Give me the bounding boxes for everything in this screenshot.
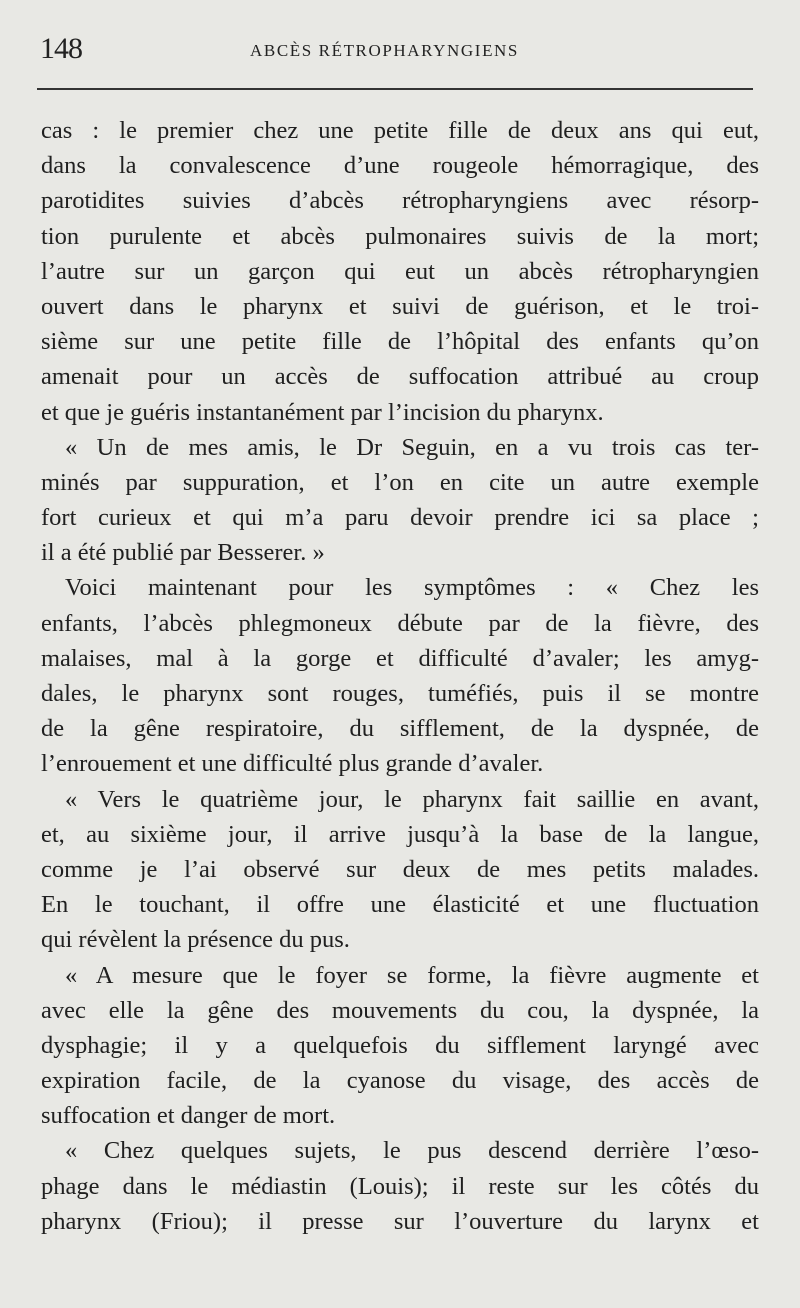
text-line: il a été publié par Besserer. » (41, 539, 325, 567)
body-text (41, 113, 759, 1239)
text-line: enfants, l’abcès phlegmoneux débute par de la fièvre, des (41, 609, 759, 637)
text-line: sième sur une petite fille de l’hôpital des enfants qu’on (41, 328, 759, 356)
running-title: ABCÈS RÉTROPHARYNGIENS (250, 41, 519, 60)
text-line: de la gêne respiratoire, du sifflement, de la dyspnée, de (41, 715, 759, 743)
running-header (40, 32, 758, 72)
page-number: 148 (40, 32, 82, 65)
text-line: ouvert dans le pharynx et suivi de guérison, et le troi- (41, 292, 759, 320)
text-line: et, au sixième jour, il arrive jusqu’à la base de la langue, (41, 820, 759, 848)
text-line: « Un de mes amis, le Dr Seguin, en a vu trois cas ter- (65, 433, 759, 461)
text-line: et que je guéris instantanément par l’incision du pharynx. (41, 398, 604, 426)
text-line: dysphagie; il y a quelquefois du sifflement laryngé avec (41, 1031, 759, 1059)
text-line: l’autre sur un garçon qui eut un abcès rétropharyngien (41, 257, 759, 285)
text-line: dales, le pharynx sont rouges, tuméfiés, puis il se montre (41, 680, 759, 707)
header-rule (37, 88, 753, 90)
text-line: qui révèlent la présence du pus. (41, 926, 350, 954)
text-line: cas : le premier chez une petite fille de deux ans qui eut, (41, 117, 759, 144)
text-line: comme je l’ai observé sur deux de mes petits malades. (41, 855, 759, 883)
text-line: suffocation et danger de mort. (41, 1102, 336, 1130)
text-line: parotidites suivies d’abcès rétropharyngiens avec résorp- (41, 187, 759, 215)
text-line: expiration facile, de la cyanose du visage, des accès de (41, 1067, 759, 1095)
text-line: tion purulente et abcès pulmonaires suivis de la mort; (41, 222, 759, 250)
text-line: dans la convalescence d’une rougeole hémorragique, des (41, 152, 759, 180)
text-line: minés par suppuration, et l’on en cite un autre exemple (41, 468, 759, 496)
text-line: « A mesure que le foyer se forme, la fièvre augmente et (65, 961, 759, 989)
text-line: malaises, mal à la gorge et difficulté d’avaler; les amyg- (41, 644, 759, 672)
text-line: En le touchant, il offre une élasticité et une fluctuation (41, 891, 759, 919)
text-line: Voici maintenant pour les symptômes : « Chez les (65, 574, 759, 602)
text-line: fort curieux et qui m’a paru devoir prendre ici sa place ; (41, 504, 759, 532)
text-line: l’enrouement et une difficulté plus grande d’avaler. (41, 750, 544, 778)
text-line: phage dans le médiastin (Louis); il reste sur les côtés du (41, 1172, 759, 1200)
text-line: « Chez quelques sujets, le pus descend derrière l’œso- (65, 1137, 759, 1165)
text-line: pharynx (Friou); il presse sur l’ouverture du larynx et (41, 1207, 759, 1235)
text-line: « Vers le quatrième jour, le pharynx fait saillie en avant, (65, 785, 759, 813)
text-line: avec elle la gêne des mouvements du cou, la dyspnée, la (41, 996, 759, 1024)
text-line: amenait pour un accès de suffocation attribué au croup (41, 363, 759, 391)
